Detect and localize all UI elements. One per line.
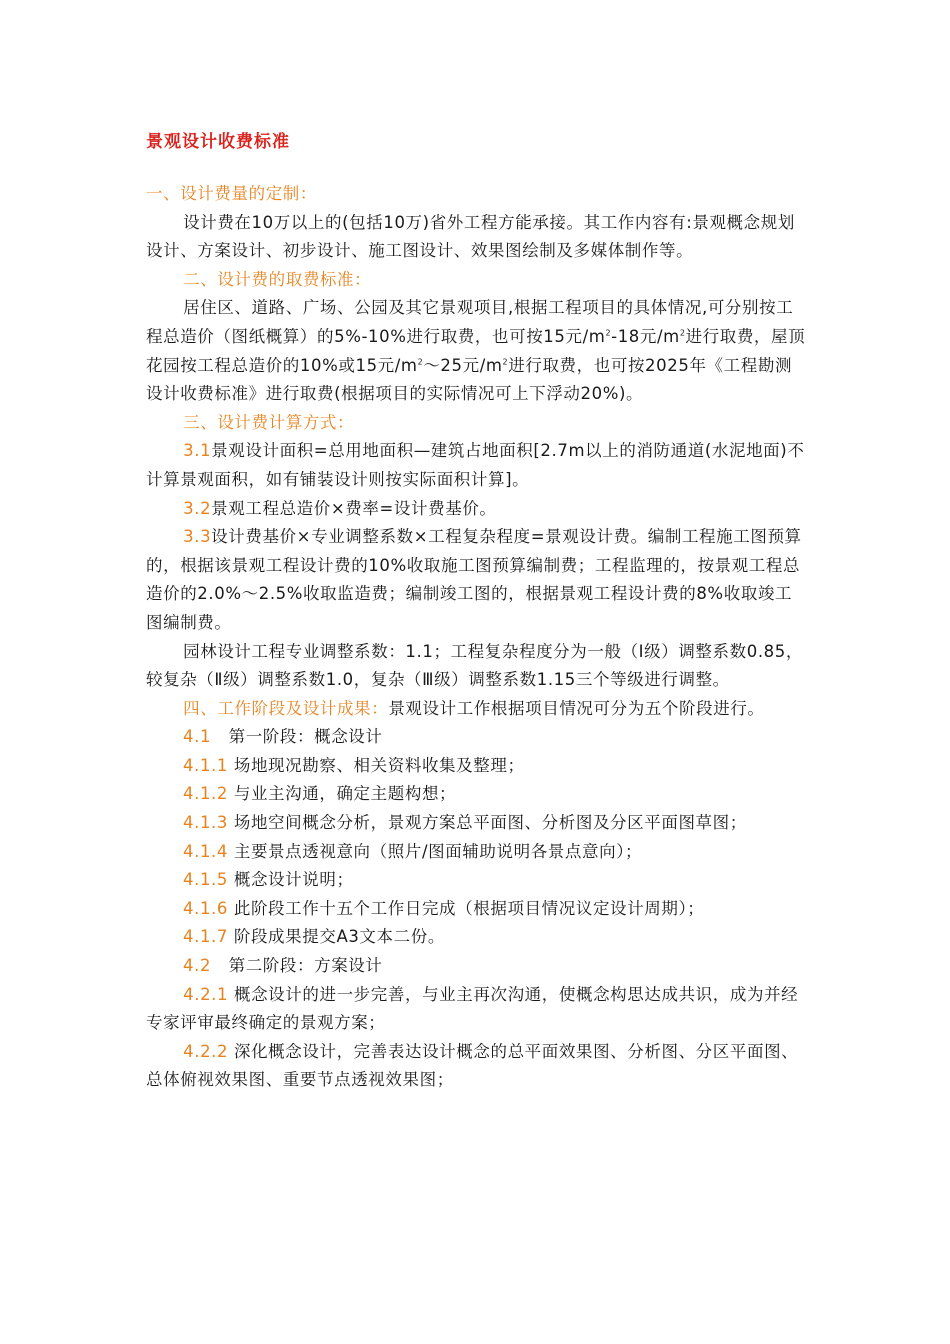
item-number: 4.1.2 [183, 784, 228, 804]
section-4-intro: 景观设计工作根据项目情况可分为五个阶段进行。 [388, 698, 765, 718]
phase-2-title [146, 952, 806, 981]
section-1-body: 设计费在10万以上的(包括10万)省外工程方能承接。其工作内容有:景观概念规划设计、方案设计、初步设计、施工图设计、效果图绘制及多媒体制作等。 [146, 212, 795, 261]
item-number: 4.2.2 [183, 1041, 229, 1061]
section-3-note: 园林设计工程专业调整系数：1.1；工程复杂程度分为一般（Ⅰ级）调整系数0.85，较复杂（Ⅱ级）调整系数1.0，复杂（Ⅲ级）调整系数1.15三个等级进行调整。 [146, 641, 803, 690]
phase-number: 4.2 [183, 956, 212, 976]
item-text: 阶段成果提交A3文本二份。 [233, 927, 445, 947]
list-item [146, 895, 806, 924]
section-3-item [146, 523, 806, 637]
section-3-heading-text: 三、设计费计算方式： [183, 412, 355, 432]
section-2-body-a: 居住区、道路、广场、公园及其它景观项目,根据工程项目的具体情况,可分别按工程总造价（图纸概算）的5%-10%进行取费，也可按15元/m [146, 298, 794, 346]
superscript-2: 2 [502, 357, 509, 367]
section-3-item [146, 437, 806, 494]
item-number: 3.2 [183, 498, 212, 518]
list-item [146, 752, 806, 781]
section-2-heading-text: 二、设计费的取费标准： [183, 269, 372, 289]
superscript-2: 2 [605, 328, 612, 338]
item-number: 4.1.7 [183, 927, 228, 947]
phase-number: 4.1 [183, 727, 212, 747]
section-2-body-c: 进行取费，屋顶花园按工程总造价的10%或15元/m [146, 326, 806, 375]
section-4-heading [146, 695, 806, 724]
list-item [146, 780, 806, 809]
item-number: 3.3 [183, 527, 212, 547]
item-text: 主要景点透视意向（照片/图面辅助说明各景点意向）； [233, 841, 643, 861]
list-item [146, 1038, 806, 1095]
item-text: 概念设计的进一步完善，与业主再次沟通，使概念构思达成共识，成为并经专家评审最终确定的景观方案； [146, 984, 799, 1033]
item-text: 场地空间概念分析，景观方案总平面图、分析图及分区平面图草图； [233, 813, 747, 833]
item-number: 4.1.5 [183, 870, 228, 890]
list-item [146, 838, 806, 867]
item-number: 4.1.1 [183, 755, 228, 775]
phase-title: 第一阶段：概念设计 [228, 727, 383, 747]
section-3-heading [146, 409, 806, 438]
section-3-item [146, 495, 806, 524]
section-4-heading-text: 四、工作阶段及设计成果： [183, 698, 389, 718]
section-2-heading [146, 266, 806, 295]
superscript-2: 2 [417, 357, 424, 367]
item-number: 4.1.6 [183, 898, 228, 918]
item-text: 概念设计说明； [233, 870, 354, 890]
item-number: 4.1.3 [183, 813, 228, 833]
list-item [146, 981, 806, 1038]
section-1-heading [146, 180, 806, 209]
section-1-heading-text: 一、设计费量的定制： [146, 184, 317, 203]
item-number: 4.1.4 [183, 841, 228, 861]
item-number: 4.2.1 [183, 984, 229, 1004]
item-text: 与业主沟通，确定主题构想； [233, 784, 457, 804]
list-item [146, 809, 806, 838]
phase-title: 第二阶段：方案设计 [228, 956, 383, 976]
section-2-body [146, 294, 806, 408]
section-2-body-d: ～25元/m [423, 355, 503, 375]
document-body [146, 180, 806, 1095]
document-title: 景观设计收费标准 [146, 132, 290, 152]
phase-1-title [146, 723, 806, 752]
item-text: 景观工程总造价×费率=设计费基价。 [211, 498, 497, 518]
item-text: 设计费基价×专业调整系数×工程复杂程度=景观设计费。编制工程施工图预算的，根据该景观工程设计费的10%收取施工图预算编制费；工程监理的，按景观工程总造价的2.0%～2.5%收取监造费；编制竣工图的，根据景观工程设计费的8%收取竣工图编制费。 [146, 527, 802, 632]
list-item [146, 866, 806, 895]
section-2-body-e: 进行取费，也可按2025年《工程勘测设计收费标准》进行取费(根据项目的实际情况可上下浮动20%)。 [146, 355, 793, 404]
item-number: 3.1 [183, 441, 212, 461]
item-text: 深化概念设计，完善表达设计概念的总平面效果图、分析图、分区平面图、总体俯视效果图、重要节点透视效果图； [146, 1041, 799, 1090]
superscript-2: 2 [679, 328, 686, 338]
item-text: 此阶段工作十五个工作日完成（根据项目情况议定设计周期）； [233, 898, 705, 918]
list-item [146, 923, 806, 952]
section-2-body-b: -18元/m [611, 326, 680, 346]
item-text: 场地现况勘察、相关资料收集及整理； [233, 755, 525, 775]
item-text: 景观设计面积=总用地面积—建筑占地面积[2.7m以上的消防通道(水泥地面)不计算景观面积，如有铺装设计则按实际面积计算]。 [146, 441, 805, 489]
